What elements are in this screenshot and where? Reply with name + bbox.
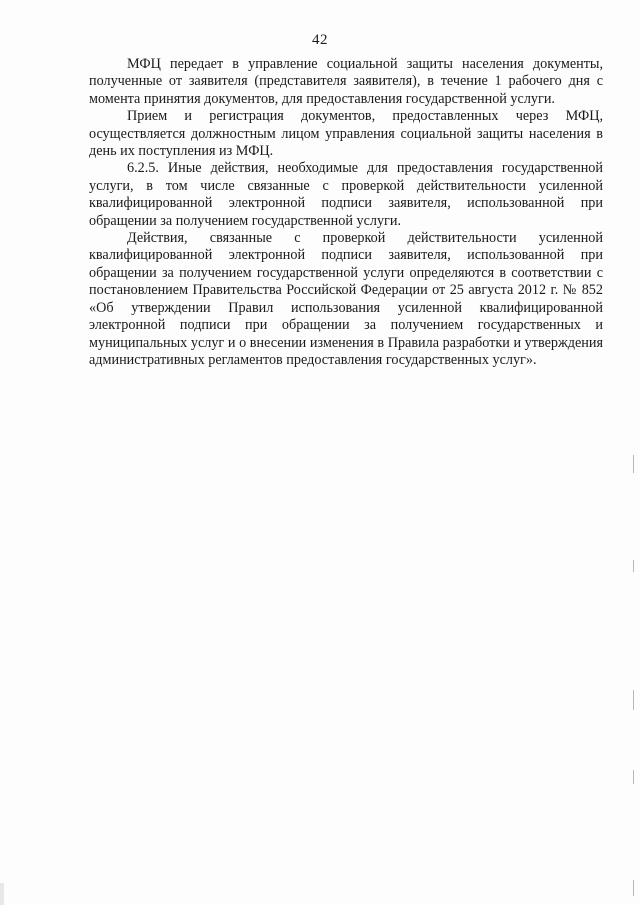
scan-artifact [633, 560, 634, 572]
scan-artifact [633, 455, 634, 473]
document-body [89, 56, 603, 369]
paragraph-mfc-transfer: МФЦ передает в управление социальной защиты населения документы, полученные от заявителя (представителя заявителя), в течение 1 рабочего дня с момента принятия документов, для предоставления государственной услуги. [89, 56, 603, 107]
paragraph-registration: Прием и регистрация документов, предоставленных через МФЦ, осуществляется должностным лицом управления социальной защиты населения в день их поступления из МФЦ. [89, 108, 603, 160]
paragraph-signature-verification: Действия, связанные с проверкой действительности усиленной квалифицированной электронной подписи заявителя, использованной при обращении за получением государственной услуги определяются в соответствии с постановлением Правительства Российской Федерации от 25 августа 2012 г. № 852 «Об утверждении Правил использования усиленной квалифицированной электронной подписи при обращении за получением государственных и муниципальных услуг и о внесении изменения в Правила разработки и утверждения административных регламентов предоставления государственных услуг». [89, 230, 603, 368]
paragraph-6-2-5: 6.2.5. Иные действия, необходимые для предоставления государственной услуги, в том числе связанные с проверкой действительности усиленной квалифицированной электронной подписи заявителя, использованной при обращении за получением государственной услуги. [89, 160, 603, 229]
scan-artifact [633, 880, 634, 896]
page-number: 42 [312, 32, 328, 48]
scan-artifact [633, 690, 634, 710]
scan-artifact [0, 883, 4, 905]
scan-artifact [633, 770, 634, 784]
